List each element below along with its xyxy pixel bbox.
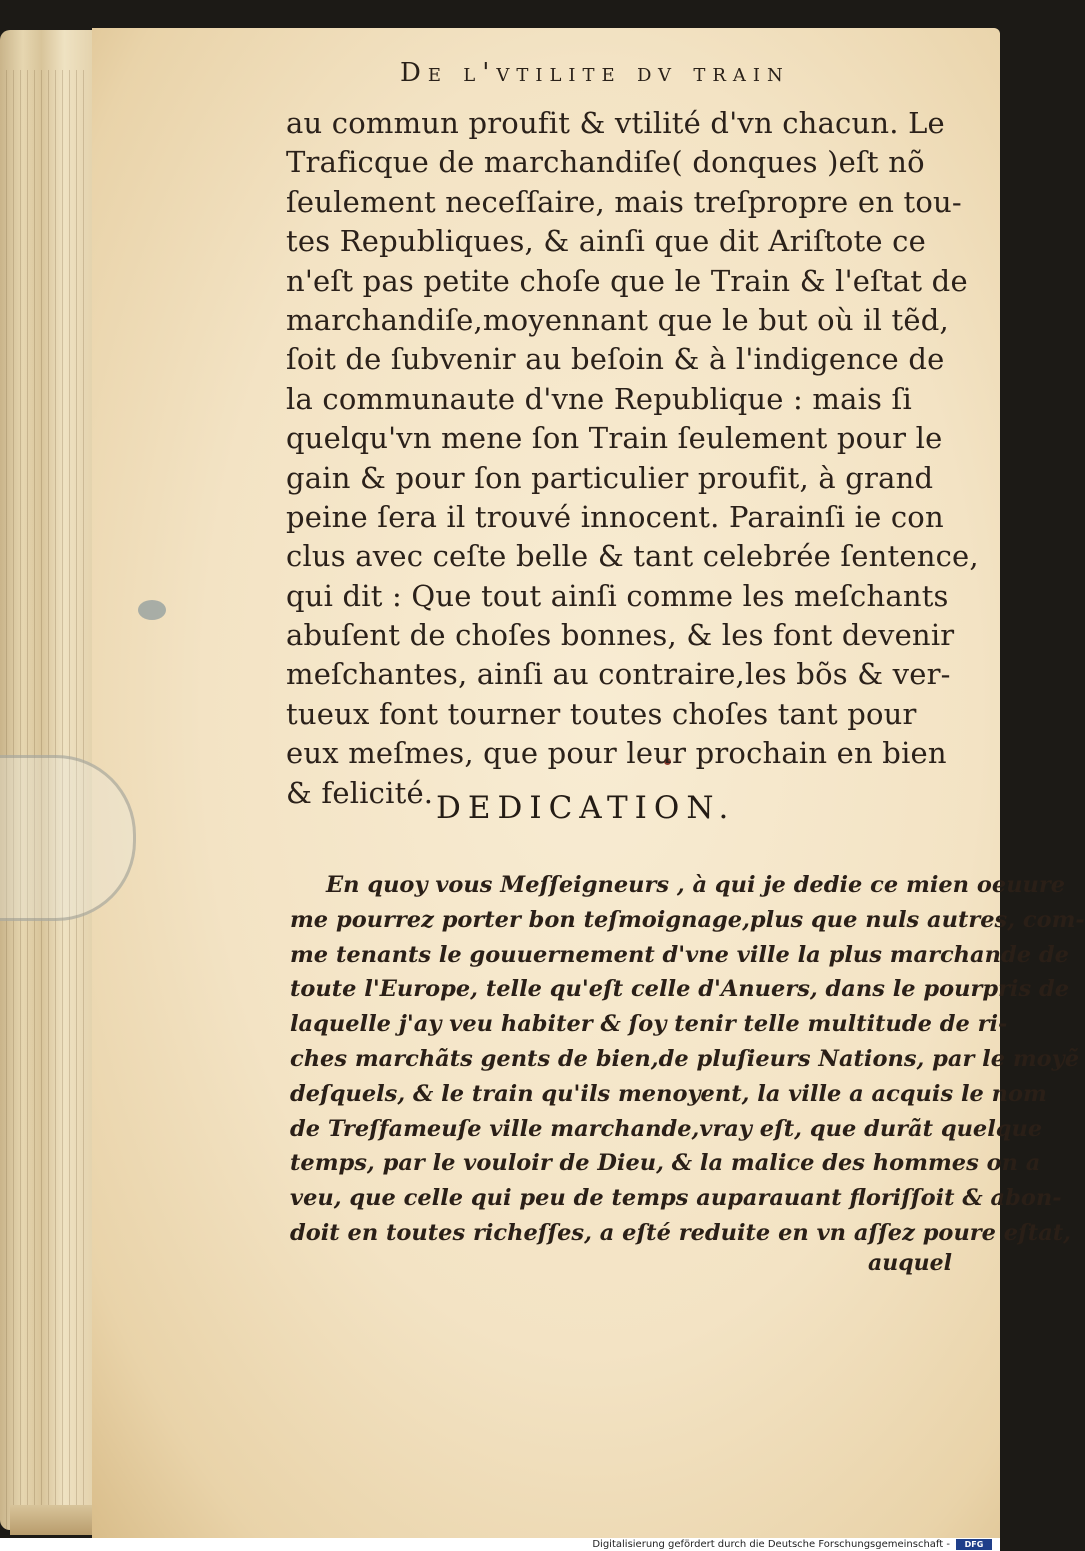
- body-line: tes Republiques, & ainſi que dit Ariſtote ce: [286, 224, 926, 259]
- italic-line: En quoy vous Meſſeigneurs , à qui je dedie ce mien oeuure: [326, 872, 1066, 898]
- running-head: De l'vtilite dv train: [400, 58, 790, 88]
- body-line: ſoit de ſubvenir au beſoin & à l'indigence de: [286, 342, 945, 377]
- italic-line: veu, que celle qui peu de temps auparauant floriſſoit & abon-: [290, 1185, 1062, 1212]
- body-line: & felicité.: [286, 775, 434, 810]
- italic-line: laquelle j'ay veu habiter & ſoy tenir telle multitude de ri-: [290, 1011, 1008, 1038]
- italic-line: me tenants le gouuernement d'vne ville la plus marchande de: [290, 941, 1069, 968]
- body-line: ſeulement neceſſaire, mais treſpropre en tou-: [286, 184, 962, 219]
- ink-blot: [138, 600, 166, 620]
- body-line: gain & pour ſon particulier proufit, à grand: [286, 460, 934, 495]
- dedication-heading: DEDICATION.: [436, 790, 736, 826]
- italic-line: temps, par le vouloir de Dieu, & la malice des hommes on a: [290, 1150, 1041, 1177]
- body-text: [286, 104, 979, 813]
- italic-line: me pourrez porter bon teſmoignage,plus que nuls autres, com-: [290, 906, 1085, 933]
- body-line: tueux font tourner toutes choſes tant pour: [286, 696, 917, 731]
- body-line: meſchantes, ainſi au contraire,les bõs & ver-: [286, 657, 951, 692]
- body-line: n'eſt pas petite choſe que le Train & l'eſtat de: [286, 263, 968, 298]
- funding-credit: Digitalisierung gefördert durch die Deutsche Forschungsgemeinschaft -: [592, 1539, 950, 1550]
- italic-line: deſquels, & le train qu'ils menoyent, la ville a acquis le nom: [290, 1080, 1047, 1107]
- body-line: peine ſera il trouvé innocent. Parainſi ie con: [286, 499, 944, 534]
- italic-line: toute l'Europe, telle qu'eſt celle d'Anuers, dans le pourpris de: [290, 976, 1070, 1003]
- body-line: clus avec ceſte belle & tant celebrée ſentence,: [286, 539, 979, 574]
- italic-line: de Treſfameuſe ville marchande,vray eſt, que durãt quelque: [290, 1115, 1043, 1142]
- body-line: quelqu'vn mene ſon Train ſeulement pour le: [286, 421, 943, 456]
- dfg-logo-icon[interactable]: DFG: [956, 1539, 992, 1550]
- footer-bar: [0, 1538, 1000, 1551]
- body-line: la communaute d'vne Republique : mais ſi: [286, 381, 912, 416]
- italic-line: doit en toutes richeſſes, a eſté reduite en vn aſſez poure eſtat,: [290, 1219, 1071, 1246]
- body-line: qui dit : Que tout ainſi comme les meſchants: [286, 578, 949, 613]
- body-line: abuſent de choſes bonnes, & les font devenir: [286, 618, 955, 653]
- body-line: Traficque de marchandiſe( donques )eſt nõ: [286, 145, 925, 180]
- dedication-text: [290, 868, 1085, 1251]
- body-line: eux meſmes, que pour leur prochain en bien: [286, 736, 947, 771]
- catchword: auquel: [868, 1250, 952, 1276]
- italic-line: ches marchãts gents de bien,de pluſieurs Nations, par le moyẽ: [290, 1045, 1080, 1072]
- body-line: au commun proufit & vtilité d'vn chacun. Le: [286, 106, 945, 140]
- body-line: marchandiſe,moyennant que le but où il tẽd,: [286, 302, 949, 337]
